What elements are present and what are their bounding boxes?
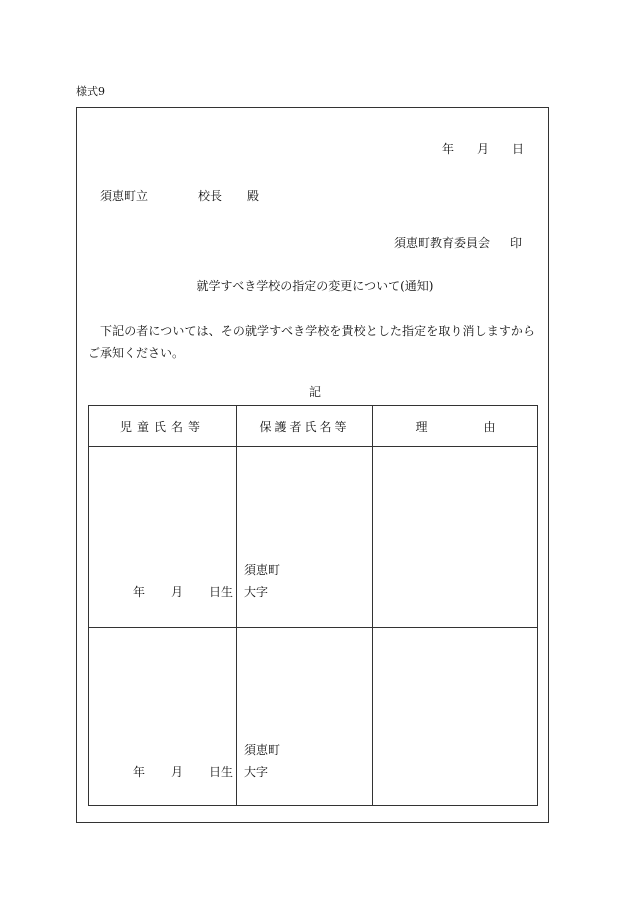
table-row-divider bbox=[89, 627, 537, 628]
table-row-1-birthdate bbox=[133, 583, 233, 600]
header-reason-char-2: 由 bbox=[483, 420, 496, 434]
birth-day-label: 日生 bbox=[208, 585, 233, 599]
table-column-divider bbox=[236, 406, 237, 805]
table-row-1-town: 須恵町 bbox=[244, 563, 281, 577]
document-title: 就学すべき学校の指定の変更について(通知) bbox=[196, 279, 434, 293]
table-row-2-aza: 大字 bbox=[244, 765, 269, 779]
record-table bbox=[88, 405, 538, 806]
body-text-line-1: 下記の者については、その就学すべき学校を貴校とした指定を取り消しますから bbox=[100, 324, 536, 338]
seal-mark: 印 bbox=[510, 236, 523, 250]
sender-name: 須恵町教育委員会 bbox=[394, 236, 491, 250]
birth-year-label: 年 bbox=[133, 765, 146, 779]
form-code: 様式9 bbox=[76, 85, 105, 98]
date-month-label: 月 bbox=[476, 142, 489, 156]
addressee-honorific: 殿 bbox=[247, 189, 260, 203]
birth-year-label: 年 bbox=[133, 585, 146, 599]
date-day-label: 日 bbox=[511, 142, 524, 156]
record-label: 記 bbox=[308, 385, 321, 399]
body-text-line-2: ご承知ください。 bbox=[88, 346, 185, 360]
header-reason-char-1: 理 bbox=[415, 420, 428, 434]
addressee bbox=[100, 187, 259, 204]
header-reason bbox=[373, 406, 538, 447]
table-row-2-town: 須恵町 bbox=[244, 743, 281, 757]
header-child-name: 児童氏名等 bbox=[119, 420, 205, 434]
table-row-2-birthdate bbox=[133, 763, 233, 780]
addressee-school: 須恵町立 bbox=[100, 189, 149, 203]
birth-month-label: 月 bbox=[170, 585, 183, 599]
addressee-principal: 校長 bbox=[198, 189, 223, 203]
sender bbox=[394, 234, 522, 251]
table-row-1-aza: 大字 bbox=[244, 585, 269, 599]
date-line bbox=[442, 140, 524, 157]
birth-month-label: 月 bbox=[170, 765, 183, 779]
birth-day-label: 日生 bbox=[208, 765, 233, 779]
table-column-divider bbox=[372, 406, 373, 805]
header-guardian-name: 保護者氏名等 bbox=[259, 420, 350, 434]
date-year-label: 年 bbox=[442, 142, 455, 156]
